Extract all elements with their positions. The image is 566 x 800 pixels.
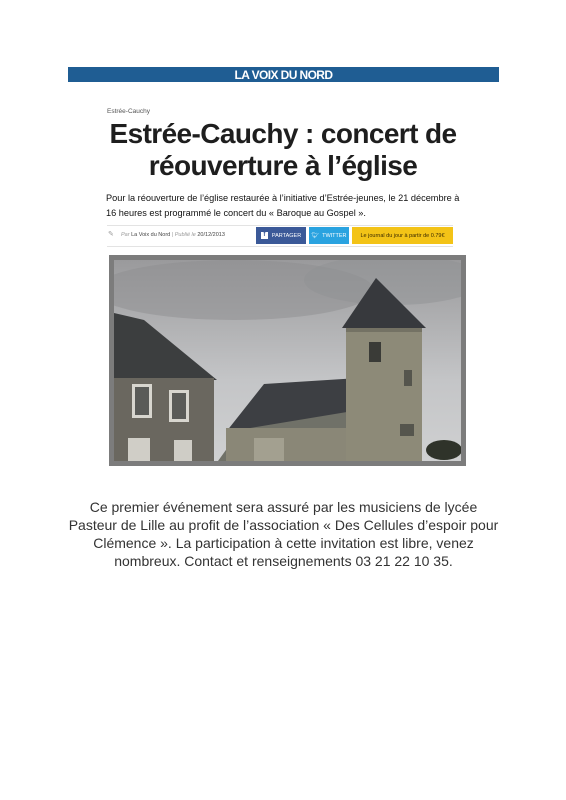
facebook-icon: f [261,232,268,239]
twitter-share-button[interactable] [309,227,349,244]
article-body: Ce premier événement sera assuré par les musiciens de lycée Pasteur de Lille au profit de l’association « Des Cellules d’espoir pour Clémence ». La participation à cette invitation est libre, venez nombreux. Contact et renseignements 03 21 22 10 35. [68,499,499,569]
facebook-share-button[interactable] [256,227,306,244]
masthead-banner[interactable] [68,67,499,82]
meta-date: 20/12/2013 [197,232,225,238]
article-lede: Pour la réouverture de l’église restaurée à l’initiative d’Estrée-jeunes, le 21 décembre à 16 heures est programmé le concert du « Baroque au Gospel ». [106,193,460,218]
article-title: Estrée-Cauchy : concert de réouverture à l’église [109,118,457,181]
church-photo-image [114,260,461,461]
facebook-share-label: PARTAGER [271,232,302,239]
subscribe-label: Le journal du jour à partir de 0.79€ [360,232,445,239]
meta-divider-top [107,225,453,226]
masthead-logo[interactable]: LA VOIX DU NORD [234,67,333,82]
article-meta [121,232,225,238]
meta-by-label: Par [121,232,130,238]
breadcrumb[interactable]: Estrée-Cauchy [107,108,150,115]
twitter-icon: 🐦︎ [311,233,320,239]
subscribe-button[interactable] [352,227,453,244]
meta-divider-bottom [107,246,453,247]
twitter-share-label: TWITTER [322,232,347,239]
author-icon: ✎ [108,231,114,238]
meta-separator: | [171,232,174,238]
meta-published-label: Publié le [174,232,196,238]
meta-author[interactable]: La Voix du Nord [131,232,171,238]
article-photo[interactable] [109,255,466,466]
